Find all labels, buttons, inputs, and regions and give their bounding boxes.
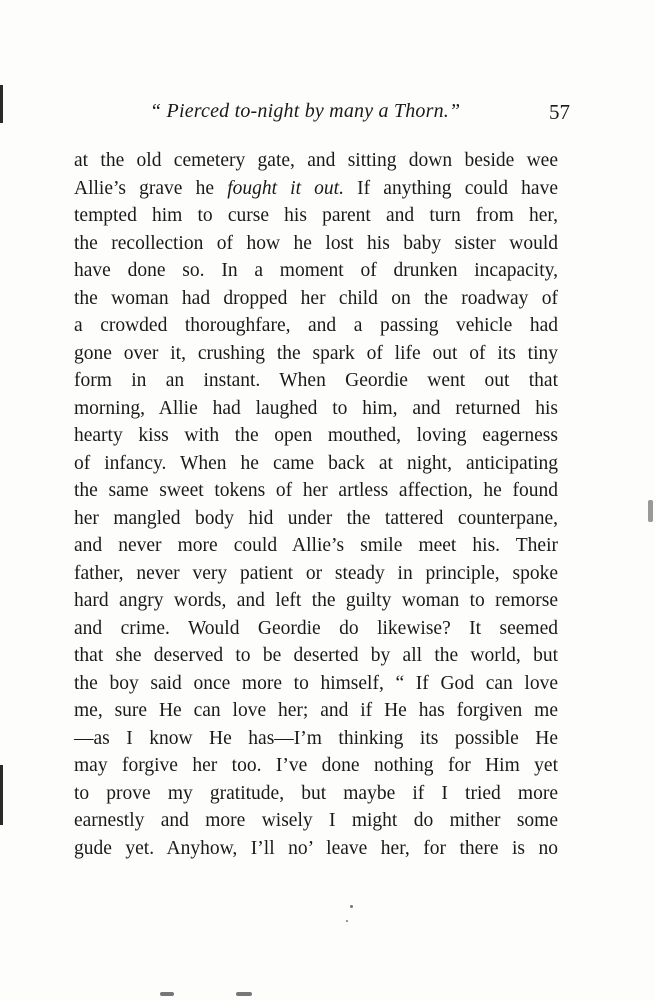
- text-line: the same sweet tokens of her artless affection, he found: [74, 480, 558, 501]
- text-line: and never more could Allie’s smile meet his. Their: [74, 535, 558, 556]
- page-number: 57: [549, 100, 570, 124]
- text-line: morning, Allie had laughed to him, and returned his: [74, 397, 558, 419]
- print-speck: [648, 500, 653, 522]
- text-line: form in an instant. When Geordie went out that: [74, 370, 558, 391]
- print-speck: [236, 992, 252, 996]
- text-line: a crowded thoroughfare, and a passing vehicle had: [74, 315, 558, 336]
- print-speck: [346, 920, 348, 922]
- running-title: “ Pierced to-night by many a Thorn.”: [150, 100, 461, 122]
- left-edge-mark-top: [0, 85, 3, 123]
- text-line: —as I know He has—I’m thinking its possible He: [74, 727, 558, 749]
- text-line: have done so. In a moment of drunken incapacity,: [74, 260, 558, 281]
- body-text: [74, 147, 558, 862]
- text-line: tempted him to curse his parent and turn from her,: [74, 205, 558, 226]
- text-line: hearty kiss with the open mouthed, loving eagerness: [74, 425, 558, 446]
- text-line: the boy said once more to himself, “ If God can love: [74, 672, 558, 694]
- left-edge-mark-bottom: [0, 765, 3, 825]
- text-line: the woman had dropped her child on the roadway of: [74, 287, 558, 309]
- text-line: me, sure He can love her; and if He has forgiven me: [74, 700, 558, 721]
- page-header: [150, 100, 570, 130]
- print-speck: [350, 905, 353, 908]
- text-line: the recollection of how he lost his baby sister would: [74, 232, 558, 254]
- text-line: to prove my gratitude, but maybe if I tried more: [74, 782, 558, 804]
- print-speck: [160, 992, 174, 996]
- text-line: hard angry words, and left the guilty woman to remorse: [74, 590, 558, 611]
- text-line-with-italic: [74, 175, 558, 203]
- text-line: that she deserved to be deserted by all the world, but: [74, 645, 558, 666]
- italic-emphasis: fought it out.: [227, 177, 344, 199]
- text-segment: If anything could have: [343, 177, 558, 199]
- text-segment: Allie’s grave he: [74, 177, 228, 199]
- text-line: her mangled body hid under the tattered counterpane,: [74, 507, 558, 529]
- text-line: at the old cemetery gate, and sitting down beside wee: [74, 150, 558, 171]
- text-line: gude yet. Anyhow, I’ll no’ leave her, for there is no: [74, 837, 558, 859]
- text-line: and crime. Would Geordie do likewise? It seemed: [74, 617, 558, 639]
- text-line: may forgive her too. I’ve done nothing for Him yet: [74, 755, 558, 776]
- text-line: earnestly and more wisely I might do mither some: [74, 810, 558, 831]
- text-line: of infancy. When he came back at night, anticipating: [74, 452, 558, 474]
- text-line: father, never very patient or steady in principle, spoke: [74, 562, 558, 584]
- text-line: gone over it, crushing the spark of life out of its tiny: [74, 342, 558, 364]
